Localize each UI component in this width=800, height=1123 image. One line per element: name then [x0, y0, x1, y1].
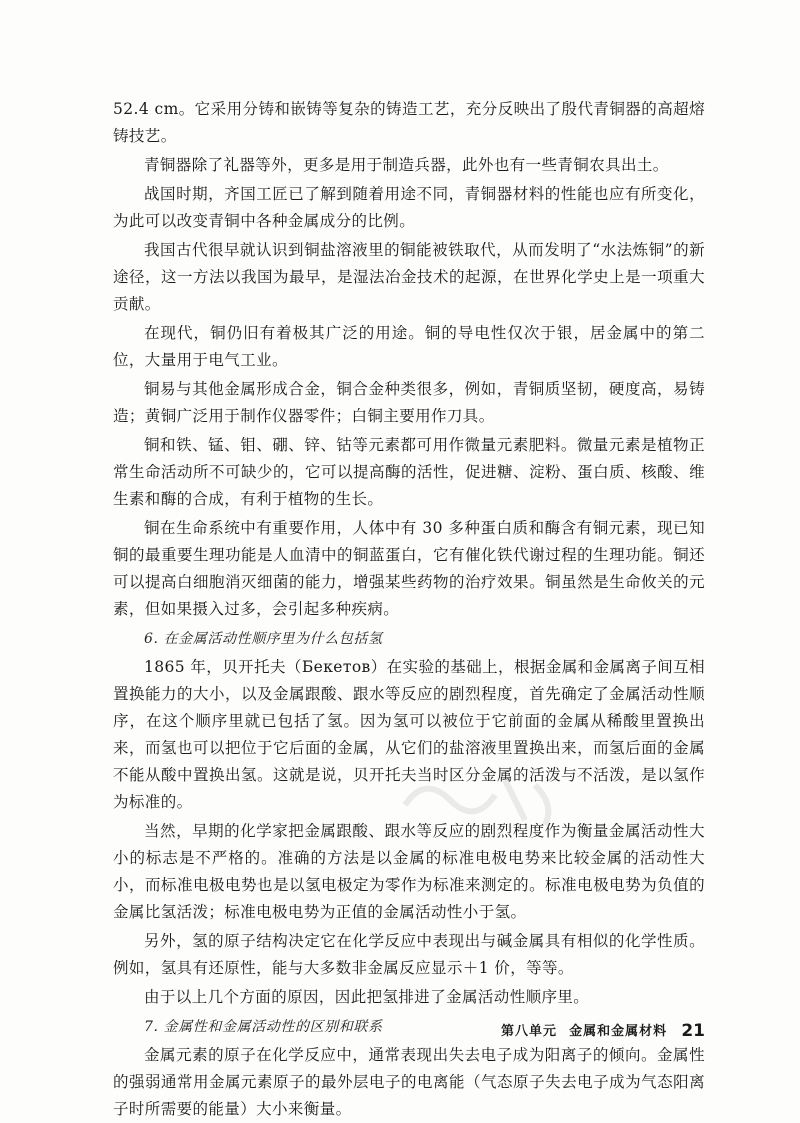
paragraph: 由于以上几个方面的原因，因此把氢排进了金属活动性顺序里。	[144, 988, 590, 1006]
paragraph: 在现代，铜仍旧有着极其广泛的用途。铜的导电性仅次于银，居金属中的第二位，大量用于电气工业。	[113, 324, 705, 369]
paragraph: 铜在生命系统中有重要作用，人体中有 30 多种蛋白质和酶含有铜元素，现已知铜的最重要生理功能是人血清中的铜蓝蛋白，它有催化铁代谢过程的生理功能。铜还可以提高白细胞消灭细菌的能力，增强某些药物的治疗效果。铜虽然是生命攸关的元素，但如果摄入过多，会引起多种疾病。	[113, 519, 705, 618]
section-heading-7: 7. 金属性和金属活动性的区别和联系	[144, 1019, 383, 1035]
paragraph: 铜和铁、锰、钼、硼、锌、钴等元素都可用作微量元素肥料。微量元素是植物正常生命活动所不可缺少的，它可以提高酶的活性，促进糖、淀粉、蛋白质、核酸、维生素和酶的合成，有利于植物的生长。	[113, 436, 705, 508]
page-number: 21	[681, 1021, 705, 1041]
paragraph: 我国古代很早就认识到铜盐溶液里的铜能被铁取代，从而发明了“水法炼铜”的新途径，这一方法以我国为最早，是湿法冶金技术的起源，在世界化学史上是一项重大贡献。	[113, 241, 705, 313]
paragraph: 52.4 cm。它采用分铸和嵌铸等复杂的铸造工艺，充分反映出了殷代青铜器的高超熔铸技艺。	[113, 100, 705, 145]
paragraph: 1865 年，贝开托夫（Бекетов）在实验的基础上，根据金属和金属离子间互相置换能力的大小，以及金属跟酸、跟水等反应的剧烈程度，首先确定了金属活动性顺序，在这个顺序里就已包括了氢。因为氢可以被位于它前面的金属从稀酸里置换出来，而氢也可以把位于它后面的金属，从它们的盐溶液里置换出来，而氢后面的金属不能从酸中置换出氢。这就是说，贝开托夫当时区分金属的活泼与不活泼，是以氢作为标准的。	[113, 658, 705, 811]
paragraph: 另外，氢的原子结构决定它在化学反应中表现出与碱金属具有相似的化学性质。例如，氢具有还原性，能与大多数非金属反应显示＋1 价，等等。	[113, 932, 705, 977]
paragraph: 青铜器除了礼器等外，更多是用于制造兵器，此外也有一些青铜农具出土。	[144, 156, 669, 174]
paragraph: 金属元素的原子在化学反应中，通常表现出失去电子成为阳离子的倾向。金属性的强弱通常用金属元素原子的最外层电子的电离能（气态原子失去电子成为气态阳离子时所需要的能量）大小来衡量。	[113, 1046, 705, 1118]
paragraph: 当然，早期的化学家把金属跟酸、跟水等反应的剧烈程度作为衡量金属活动性大小的标志是不严格的。准确的方法是以金属的标准电极电势来比较金属的活动性大小，而标准电极电势也是以氢电极定为零作为标准来测定的。标准电极电势为负值的金属比氢活泼；标准电极电势为正值的金属活动性小于氢。	[113, 822, 705, 921]
page-body	[113, 96, 705, 1123]
paragraph: 铜易与其他金属形成合金，铜合金种类很多，例如，青铜质坚韧，硬度高，易铸造；黄铜广泛用于制作仪器零件；白铜主要用作刀具。	[113, 380, 705, 425]
footer-unit-label: 第八单元	[501, 1024, 558, 1039]
footer-unit-title: 金属和金属材料	[569, 1024, 668, 1039]
page-footer	[400, 1021, 705, 1042]
paragraph: 战国时期，齐国工匠已了解到随着用途不同，青铜器材料的性能也应有所变化，为此可以改变青铜中各种金属成分的比例。	[113, 185, 705, 230]
section-heading-6: 6. 在金属活动性顺序里为什么包括氢	[144, 631, 383, 647]
